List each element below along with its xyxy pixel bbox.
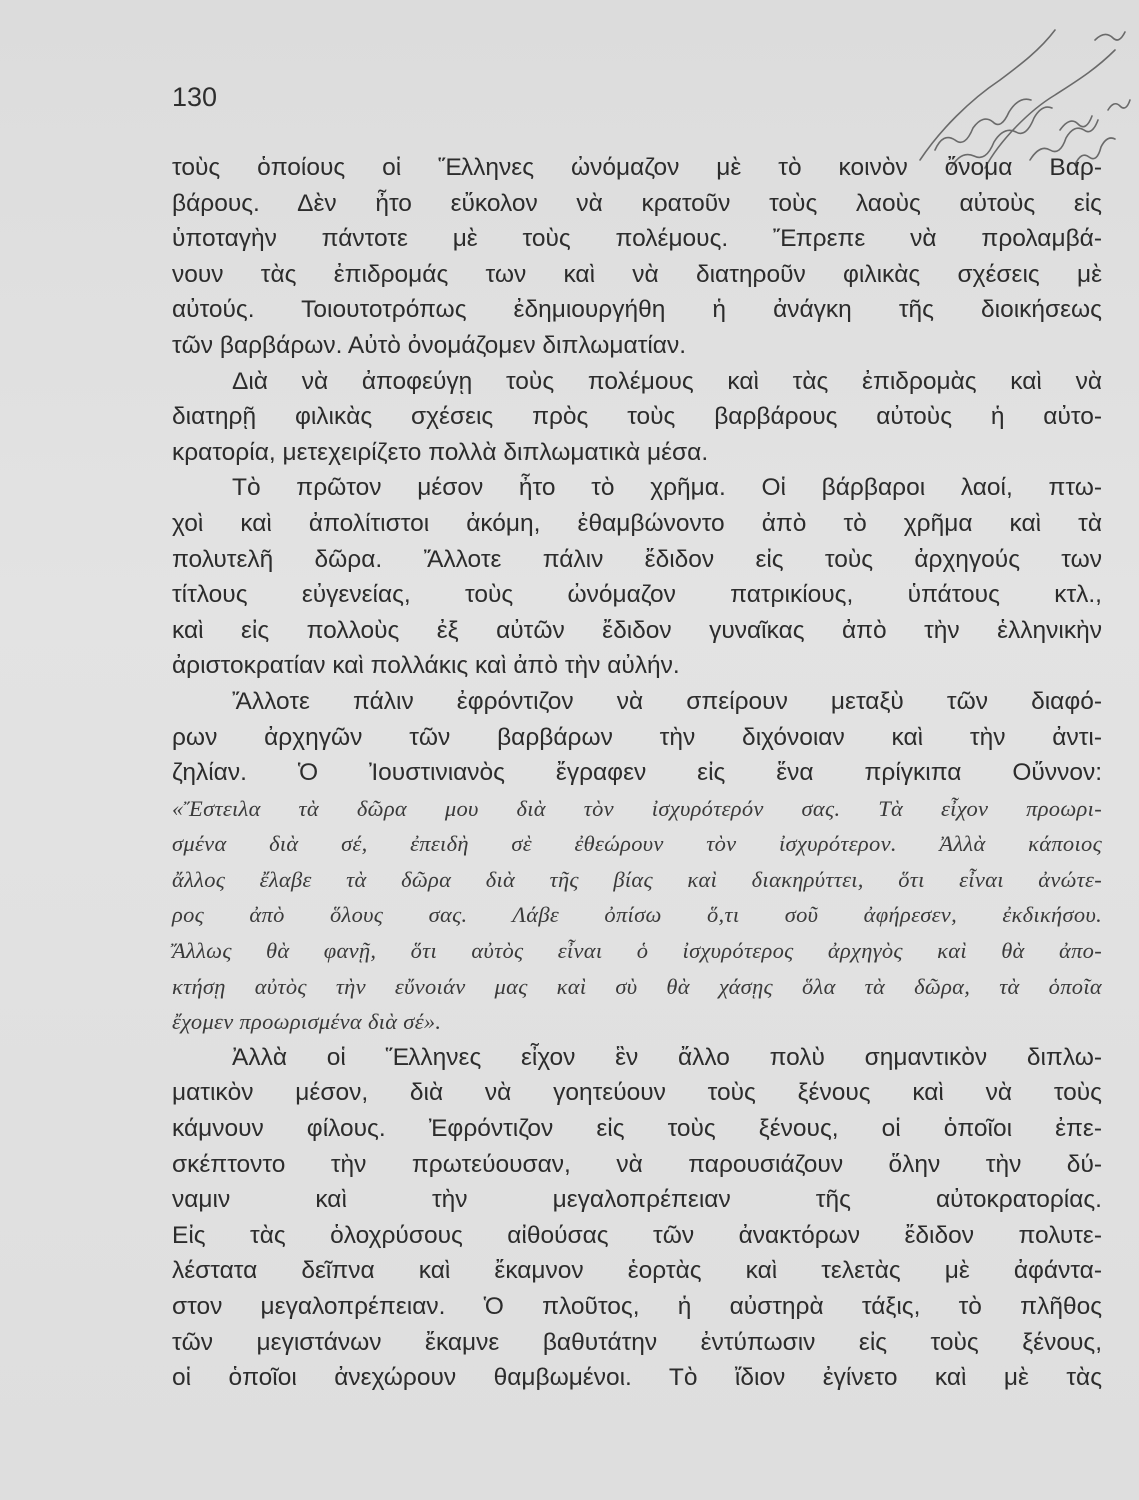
text-line: τῶν βαρβάρων. Αὐτὸ ὀνομάζομεν διπλωματίαν. [172,331,687,359]
text-line: καὶ εἰς πολλοὺς ἐξ αὐτῶν ἔδιδον γυναῖκας ἀπὸ τὴν ἑλληνικὴν [172,616,1102,644]
quote-line: Ἄλλως θὰ φανῇ, ὅτι αὐτὸς εἶναι ὁ ἰσχυρότερος ἀρχηγὸς καὶ θὰ ἀπο- [172,938,1102,964]
text-line: ζηλίαν. Ὁ Ἰουστινιανὸς ἔγραφεν εἰς ἕνα πρίγκιπα Οὔννον: [172,759,1102,787]
quote-line: ἔχομεν προωρισμένα διὰ σέ». [172,1009,442,1035]
text-line: αὐτούς. Τοιουτοτρόπως ἐδημιουργήθη ἡ ἀνάγκη τῆς διοικήσεως [172,296,1102,324]
page-number: 130 [172,82,218,112]
quote-line: «Ἔστειλα τὰ δῶρα μου διὰ τὸν ἰσχυρότερόν σας. Τὰ εἶχον προωρι- [172,795,1102,821]
quote-line: σμένα διὰ σέ, ἐπειδὴ σὲ ἐθεώρουν τὸν ἰσχυρότερον. Ἀλλὰ κάποιος [172,831,1102,857]
text-line: ἀριστοκρατίαν καὶ πολλάκις καὶ ἀπὸ τὴν αὐλήν. [172,652,680,680]
text-line: κρατορία, μετεχειρίζετο πολλὰ διπλωματικὰ μέσα. [172,438,709,466]
text-line: Εἰς τὰς ὁλοχρύσους αἰθούσας τῶν ἀνακτόρων ἔδιδον πολυτε- [172,1221,1102,1249]
text-line: χοὶ καὶ ἀπολίτιστοι ἀκόμη, ἐθαμβώνοντο ἀπὸ τὸ χρῆμα καὶ τὰ [172,509,1102,537]
text-line: διατηρῇ φιλικὰς σχέσεις πρὸς τοὺς βαρβάρους αὐτοὺς ἡ αὐτο- [172,403,1102,431]
text-line: οἱ ὁποῖοι ἀνεχώρουν θαμβωμένοι. Τὸ ἴδιον ἐγίνετο καὶ μὲ τὰς [172,1364,1102,1392]
text-line: ματικὸν μέσον, διὰ νὰ γοητεύουν τοὺς ξένους καὶ νὰ τοὺς [172,1079,1102,1107]
text-line: Διὰ νὰ ἀποφεύγῃ τοὺς πολέμους καὶ τὰς ἐπιδρομὰς καὶ νὰ [232,367,1102,395]
text-line: ναμιν καὶ τὴν μεγαλοπρέπειαν τῆς αὐτοκρατορίας. [172,1186,1102,1214]
text-line: λέστατα δεῖπνα καὶ ἔκαμνον ἑορτὰς καὶ τελετὰς μὲ ἀφάντα- [172,1257,1102,1285]
text-line: στον μεγαλοπρέπειαν. Ὁ πλοῦτος, ἡ αὐστηρὰ τάξις, τὸ πλῆθος [172,1293,1102,1320]
text-line: κάμνουν φίλους. Ἐφρόντιζον εἰς τοὺς ξένους, οἱ ὁποῖοι ἐπε- [172,1115,1102,1143]
text-line: τῶν μεγιστάνων ἔκαμνε βαθυτάτην ἐντύπωσιν εἰς τοὺς ξένους, [172,1328,1102,1356]
body-text [172,150,1102,1396]
text-line: τίτλους εὐγενείας, τοὺς ὠνόμαζον πατρικίους, ὑπάτους κτλ., [172,581,1102,609]
text-line: Ἄλλοτε πάλιν ἐφρόντιζον νὰ σπείρουν μεταξὺ τῶν διαφό- [232,687,1102,715]
text-line: βάρους. Δὲν ἦτο εὔκολον νὰ κρατοῦν τοὺς λαοὺς αὐτοὺς εἰς [172,189,1102,217]
text-line: Ἀλλὰ οἱ Ἕλληνες εἶχον ἓν ἄλλο πολὺ σημαντικὸν διπλω- [232,1043,1102,1071]
quote-line: ἄλλος ἔλαβε τὰ δῶρα διὰ τῆς βίας καὶ διακηρύττει, ὅτι εἶναι ἀνώτε- [172,866,1102,892]
text-line: πολυτελῆ δῶρα. Ἄλλοτε πάλιν ἔδιδον εἰς τοὺς ἀρχηγούς των [172,545,1102,573]
text-line: νουν τὰς ἐπιδρομάς των καὶ νὰ διατηροῦν φιλικὰς σχέσεις μὲ [172,260,1102,288]
text-line: Τὸ πρῶτον μέσον ἦτο τὸ χρῆμα. Οἱ βάρβαροι λαοί, πτω- [232,474,1102,502]
text-line: σκέπτοντο τὴν πρωτεύουσαν, νὰ παρουσιάζουν ὅλην τὴν δύ- [172,1150,1102,1178]
handwritten-margin-note [880,10,1139,170]
text-line: ὑποταγὴν πάντοτε μὲ τοὺς πολέμους. Ἔπρεπε νὰ προλαμβά- [172,225,1102,253]
quote-line: ρος ἀπὸ ὅλους σας. Λάβε ὀπίσω ὅ,τι σοῦ ἀφήρεσεν, ἐκδικήσου. [172,902,1102,928]
text-line: ρων ἀρχηγῶν τῶν βαρβάρων τὴν διχόνοιαν καὶ τὴν ἀντι- [172,723,1102,751]
quote-line: κτήσῃ αὐτὸς τὴν εὔνοιάν μας καὶ σὺ θὰ χάσῃς ὅλα τὰ δῶρα, τὰ ὁποῖα [172,973,1102,999]
text-line: τοὺς ὁποίους οἱ Ἕλληνες ὠνόμαζον μὲ τὸ κοινὸν ὄνομα Βαρ- [172,154,1102,181]
